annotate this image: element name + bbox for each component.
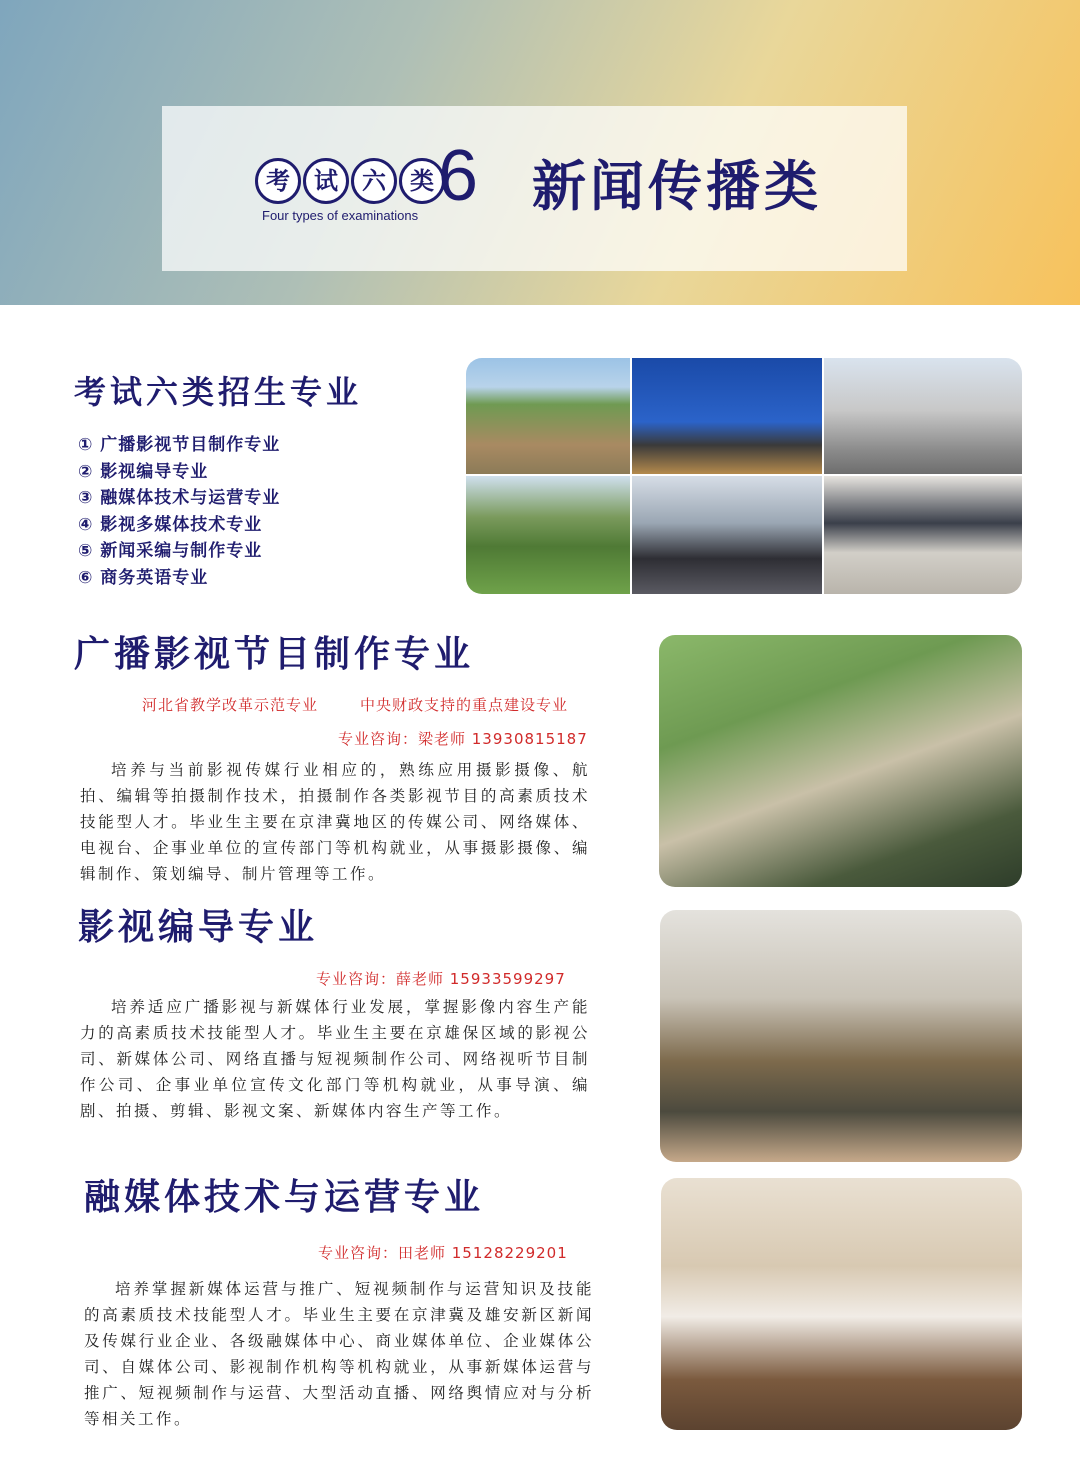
section-description: 培养适应广播影视与新媒体行业发展，掌握影像内容生产能力的高素质技术技能型人才。毕业生主要在京雄保区域的影视公司、新媒体公司、网络直播与短视频制作公司、网络视听节目制作公司、企事业单位宣传文化部门等机构就业，从事导演、编剧、拍摄、剪辑、影视文案、新媒体内容生产等工作。 <box>80 998 590 1120</box>
badge-char: 试 <box>303 158 349 204</box>
badge-char: 考 <box>255 158 301 204</box>
photo-camera-crane <box>824 358 1022 474</box>
section-title-directing: 影视编导专业 <box>78 907 319 948</box>
page-title: 新闻传播类 <box>532 155 822 218</box>
honor-tag: 中央财政支持的重点建设专业 <box>360 696 569 714</box>
section-description: 培养与当前影视传媒行业相应的，熟练应用摄影摄像、航拍、编辑等拍摄制作技术，拍摄制作各类影视节目的高素质技术技能型人才。毕业生主要在京津冀地区的传媒公司、网络媒体、电视台、企事业单位的宣传部门等机构就业，从事摄影摄像、编辑制作、策划编导、制片管理等工作。 <box>80 761 590 883</box>
section-title-media-tech: 融媒体技术与运营专业 <box>84 1177 485 1218</box>
badge-char: 六 <box>351 158 397 204</box>
badge-char: 类 <box>399 158 445 204</box>
list-item: ③ 融媒体技术与运营专业 <box>78 488 281 509</box>
photo-mountain-training <box>466 358 630 474</box>
majors-list-heading: 考试六类招生专业 <box>74 373 363 411</box>
exam-type-badge <box>255 158 445 204</box>
badge-english-caption: Four types of examinations <box>262 208 419 223</box>
list-item: ① 广播影视节目制作专业 <box>78 435 281 455</box>
photo-camera-workshop <box>659 635 1022 887</box>
photo-film-set <box>660 910 1022 1162</box>
majors-list <box>78 432 280 592</box>
list-item: ⑤ 新闻采编与制作专业 <box>78 541 263 562</box>
list-item: ⑥ 商务英语专业 <box>78 567 209 588</box>
badge-number: 6 <box>438 136 479 216</box>
list-item: ② 影视编导专业 <box>78 461 209 482</box>
photo-editing-lab <box>632 476 822 594</box>
photo-control-room <box>824 476 1022 594</box>
photo-field-filming <box>466 476 630 594</box>
photo-students-studio <box>661 1178 1022 1430</box>
honor-tag: 河北省教学改革示范专业 <box>142 696 319 714</box>
contact-info: 专业咨询：梁老师 13930815187 <box>338 730 588 748</box>
list-item: ④ 影视多媒体技术专业 <box>78 514 263 535</box>
campus-photo-collage <box>466 358 1022 594</box>
section-description: 培养掌握新媒体运营与推广、短视频制作与运营知识及技能的高素质技术技能型人才。毕业生主要在京津冀及雄安新区新闻及传媒行业企业、各级融媒体中心、商业媒体单位、企业媒体公司、自媒体公司、影视制作机构等机构就业，从事新媒体运营与推广、短视频制作与运营、大型活动直播、网络舆情应对与分析等相关工作。 <box>84 1280 594 1428</box>
photo-tv-studio <box>632 358 822 474</box>
section-title-broadcast: 广播影视节目制作专业 <box>74 634 475 675</box>
contact-info: 专业咨询：田老师 15128229201 <box>318 1244 568 1262</box>
contact-info: 专业咨询：薛老师 15933599297 <box>316 970 566 988</box>
